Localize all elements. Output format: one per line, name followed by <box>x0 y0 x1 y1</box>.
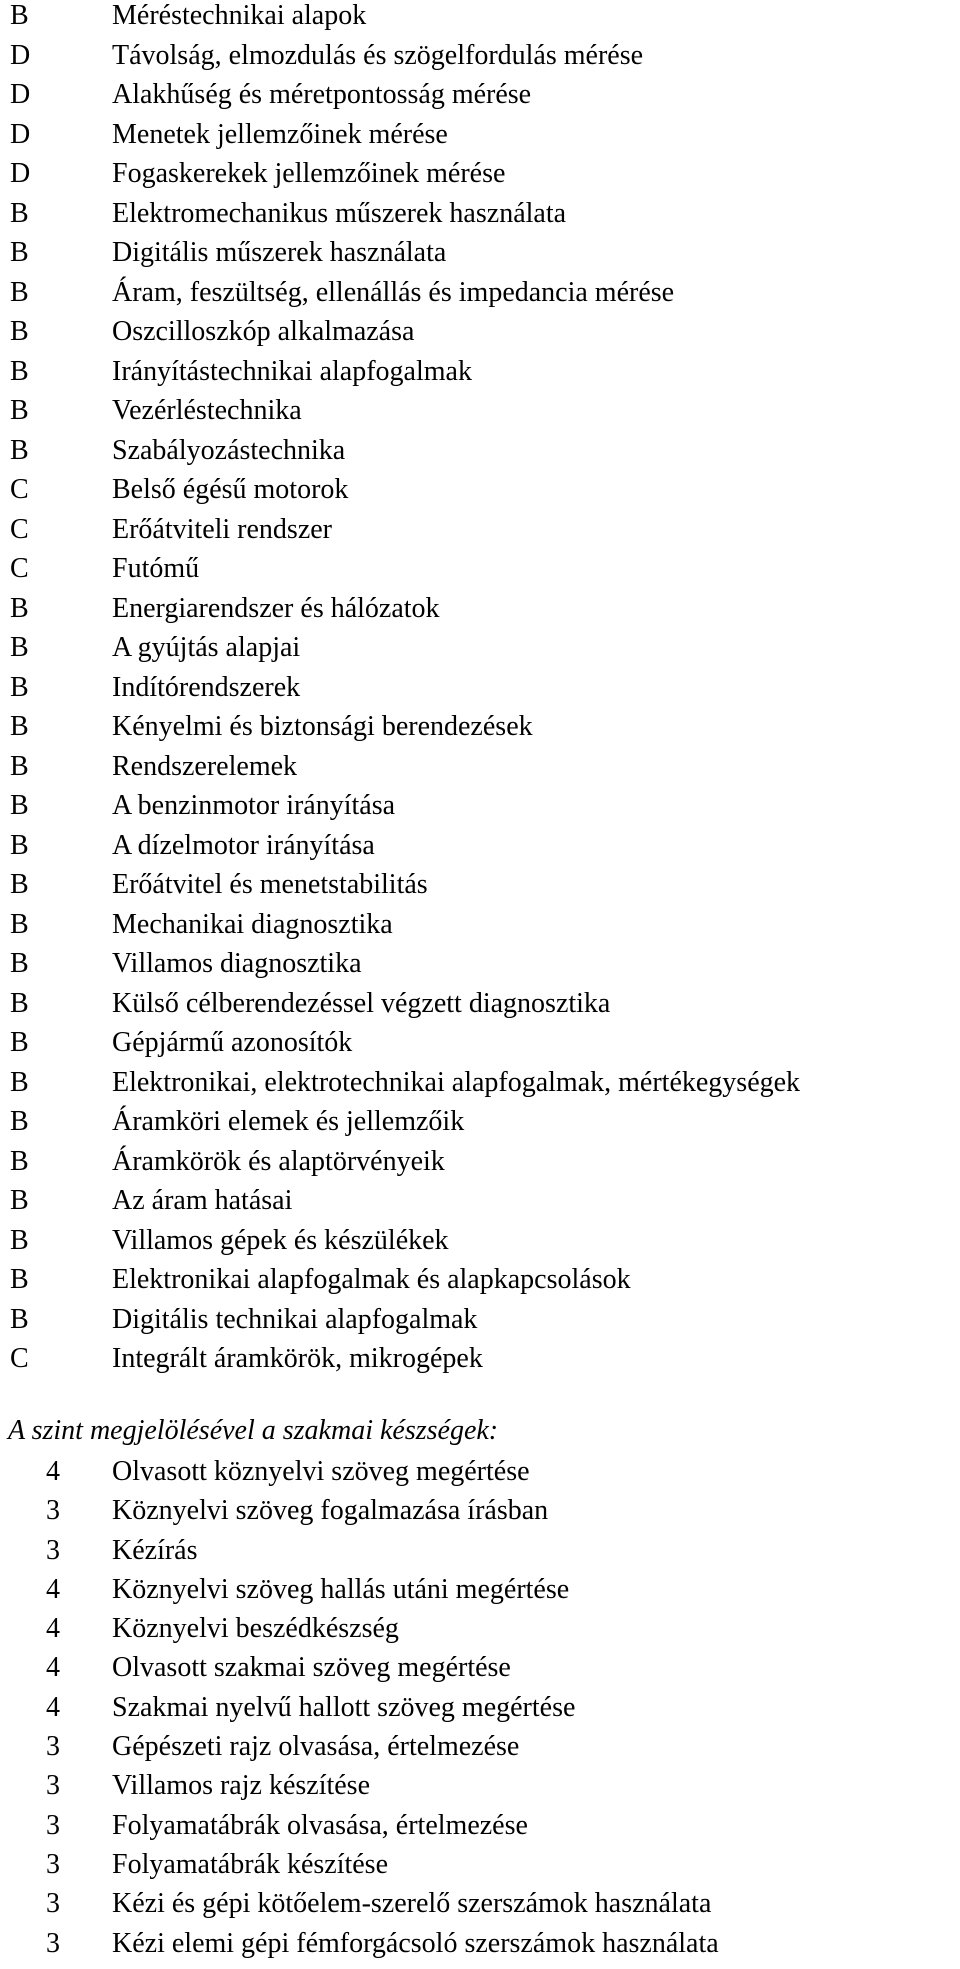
topic-row-label: Digitális műszerek használata <box>112 237 447 268</box>
topic-row-level: C <box>10 474 29 505</box>
skill-row <box>0 1845 719 1884</box>
topic-row-label: Rendszerelemek <box>112 750 298 782</box>
topic-row-label: Indítórendszerek <box>112 671 301 703</box>
skill-row-level: 4 <box>46 1456 60 1487</box>
topic-row <box>0 470 800 510</box>
topic-row <box>0 1142 800 1182</box>
skills-heading: A szint megjelölésével a szakmai készségek: <box>8 1415 499 1446</box>
topic-row-label: Elektronikai alapfogalmak és alapkapcsolások <box>112 1264 631 1295</box>
skill-row-level: 3 <box>46 1534 60 1566</box>
topic-row <box>0 233 800 273</box>
skill-row-label: Kézi elemi gépi fémforgácsoló szerszámok használata <box>112 1927 719 1959</box>
topic-row-label: Kényelmi és biztonsági berendezések <box>112 711 533 742</box>
skill-row-label: Kézírás <box>112 1534 198 1566</box>
skill-row-level: 4 <box>46 1691 60 1723</box>
topic-row-level: B <box>10 1264 29 1295</box>
topic-row <box>0 1023 800 1063</box>
topic-row <box>0 1339 800 1379</box>
skill-row-level: 4 <box>46 1652 60 1684</box>
topic-row-level: D <box>10 39 31 71</box>
topic-row <box>0 1063 800 1103</box>
skill-row-level: 3 <box>46 1731 60 1763</box>
topic-row-level: B <box>10 316 29 347</box>
topic-row-label: Villamos gépek és készülékek <box>112 1224 449 1256</box>
topic-row-level: B <box>10 829 29 861</box>
skill-row-label: Folyamatábrák olvasása, értelmezése <box>112 1809 528 1841</box>
topic-row-label: Belső égésű motorok <box>112 474 349 505</box>
topic-row-label: A dízelmotor irányítása <box>112 829 375 861</box>
topic-row-label: Oszcilloszkóp alkalmazása <box>112 316 415 347</box>
topic-row-label: Alakhűség és méretpontosság mérése <box>112 79 532 110</box>
topic-row-label: Távolság, elmozdulás és szögelfordulás mérése <box>112 39 644 71</box>
topic-row-label: Digitális technikai alapfogalmak <box>112 1303 478 1335</box>
topic-row-level: C <box>10 553 29 584</box>
topic-row-level: B <box>10 1066 29 1098</box>
topic-row-level: B <box>10 1303 29 1335</box>
skill-row-label: Gépészeti rajz olvasása, értelmezése <box>112 1731 520 1763</box>
topic-row <box>0 1221 800 1261</box>
topic-row-label: Energiarendszer és hálózatok <box>112 592 440 624</box>
topic-row-level: B <box>10 0 29 31</box>
skill-row-label: Olvasott köznyelvi szöveg megértése <box>112 1456 530 1487</box>
topic-row-level: B <box>10 869 29 900</box>
topic-row <box>0 747 800 787</box>
topic-row <box>0 668 800 708</box>
topic-row-label: Irányítástechnikai alapfogalmak <box>112 355 472 387</box>
topic-row-level: B <box>10 908 29 940</box>
topic-row-level: B <box>10 592 29 624</box>
topic-row <box>0 1181 800 1221</box>
topic-row-level: D <box>10 158 31 189</box>
topic-row-label: Szabályozástechnika <box>112 434 346 466</box>
topic-row-level: B <box>10 1106 29 1137</box>
topic-row-level: B <box>10 790 29 821</box>
topic-row-label: Elektronikai, elektrotechnikai alapfogalmak, mértékegységek <box>112 1066 801 1098</box>
skill-row <box>0 1491 719 1530</box>
topic-row-level: B <box>10 355 29 387</box>
skill-row-label: Köznyelvi szöveg fogalmazása írásban <box>112 1495 549 1527</box>
topic-row-level: B <box>10 987 29 1019</box>
topic-row <box>0 628 800 668</box>
topic-row-level: B <box>10 197 29 229</box>
skill-row <box>0 1884 719 1923</box>
topic-row-level: D <box>10 118 31 150</box>
topic-row <box>0 115 800 155</box>
skill-row-label: Kézi és gépi kötőelem-szerelő szerszámok használata <box>112 1888 712 1920</box>
topic-row-label: Áramkörök és alaptörvényeik <box>112 1145 445 1177</box>
skill-row-level: 3 <box>46 1927 60 1959</box>
skill-row-label: Olvasott szakmai szöveg megértése <box>112 1652 511 1684</box>
topic-row <box>0 154 800 194</box>
skill-row-label: Köznyelvi szöveg hallás utáni megértése <box>112 1573 570 1605</box>
topic-row <box>0 589 800 629</box>
topic-row <box>0 905 800 945</box>
topic-row <box>0 1260 800 1300</box>
topic-row <box>0 273 800 313</box>
topic-row <box>0 944 800 984</box>
topic-row <box>0 36 800 76</box>
skill-row <box>0 1452 719 1491</box>
topic-row-level: D <box>10 79 31 110</box>
topic-row-level: B <box>10 1185 29 1216</box>
topic-row <box>0 984 800 1024</box>
topic-row <box>0 786 800 826</box>
topic-row <box>0 391 800 431</box>
topic-row-level: B <box>10 632 29 663</box>
topic-row <box>0 510 800 550</box>
topic-row <box>0 431 800 471</box>
skill-row-label: Köznyelvi beszédkészség <box>112 1613 399 1645</box>
topic-row-level: B <box>10 237 29 268</box>
topic-row-label: Elektromechanikus műszerek használata <box>112 197 567 229</box>
skill-row-level: 4 <box>46 1573 60 1605</box>
topic-row-level: B <box>10 711 29 742</box>
topic-row <box>0 549 800 589</box>
topic-row <box>0 1102 800 1142</box>
topic-row-level: B <box>10 434 29 466</box>
skill-row <box>0 1924 719 1963</box>
skill-row-label: Szakmai nyelvű hallott szöveg megértése <box>112 1691 576 1723</box>
topic-row-level: B <box>10 276 29 308</box>
topic-row-level: B <box>10 1145 29 1177</box>
skill-row-level: 4 <box>46 1613 60 1645</box>
topic-row <box>0 865 800 905</box>
skill-row <box>0 1688 719 1727</box>
skill-row <box>0 1727 719 1766</box>
topic-row <box>0 707 800 747</box>
topic-row <box>0 352 800 392</box>
topic-row-label: Futómű <box>112 553 200 584</box>
skill-row <box>0 1609 719 1648</box>
skill-row-label: Folyamatábrák készítése <box>112 1848 389 1880</box>
skill-list <box>0 1452 719 1963</box>
topic-row-label: Menetek jellemzőinek mérése <box>112 118 448 150</box>
topic-row-label: Külső célberendezéssel végzett diagnosztika <box>112 987 611 1019</box>
skill-row-level: 3 <box>46 1495 60 1527</box>
topic-row <box>0 826 800 866</box>
skill-row-label: Villamos rajz készítése <box>112 1770 371 1802</box>
topic-row-label: Integrált áramkörök, mikrogépek <box>112 1343 483 1374</box>
skill-row-level: 3 <box>46 1770 60 1802</box>
topic-row-level: B <box>10 1027 29 1058</box>
topic-row <box>0 194 800 234</box>
topic-row-label: Mechanikai diagnosztika <box>112 908 393 940</box>
topic-row-label: Az áram hatásai <box>112 1185 293 1216</box>
topic-row-level: B <box>10 395 29 426</box>
topic-row <box>0 75 800 115</box>
topic-row-label: Fogaskerekek jellemzőinek mérése <box>112 158 506 189</box>
topic-row-level: C <box>10 1343 29 1374</box>
topic-row-level: B <box>10 750 29 782</box>
topic-row <box>0 312 800 352</box>
topic-row-label: Erőátvitel és menetstabilitás <box>112 869 428 900</box>
topic-row-label: Áram, feszültség, ellenállás és impedancia mérése <box>112 276 675 308</box>
topic-row-label: A benzinmotor irányítása <box>112 790 396 821</box>
topic-row-level: B <box>10 948 29 979</box>
skill-row-level: 3 <box>46 1848 60 1880</box>
skill-row <box>0 1766 719 1805</box>
topic-row-label: Erőátviteli rendszer <box>112 513 333 545</box>
topic-row-level: B <box>10 671 29 703</box>
topic-row-level: C <box>10 513 29 545</box>
topic-row <box>0 0 800 36</box>
skill-row <box>0 1531 719 1570</box>
skill-row-level: 3 <box>46 1809 60 1841</box>
topic-row-label: A gyújtás alapjai <box>112 632 301 663</box>
skill-row-level: 3 <box>46 1888 60 1920</box>
topic-row <box>0 1300 800 1340</box>
topic-row-label: Méréstechnikai alapok <box>112 0 367 31</box>
topic-row-label: Vezérléstechnika <box>112 395 302 426</box>
skill-row <box>0 1570 719 1609</box>
topic-row-label: Gépjármű azonosítók <box>112 1027 353 1058</box>
skill-row <box>0 1806 719 1845</box>
skill-row <box>0 1648 719 1687</box>
topic-row-level: B <box>10 1224 29 1256</box>
topic-row-label: Áramköri elemek és jellemzőik <box>112 1106 465 1137</box>
topic-row-label: Villamos diagnosztika <box>112 948 362 979</box>
